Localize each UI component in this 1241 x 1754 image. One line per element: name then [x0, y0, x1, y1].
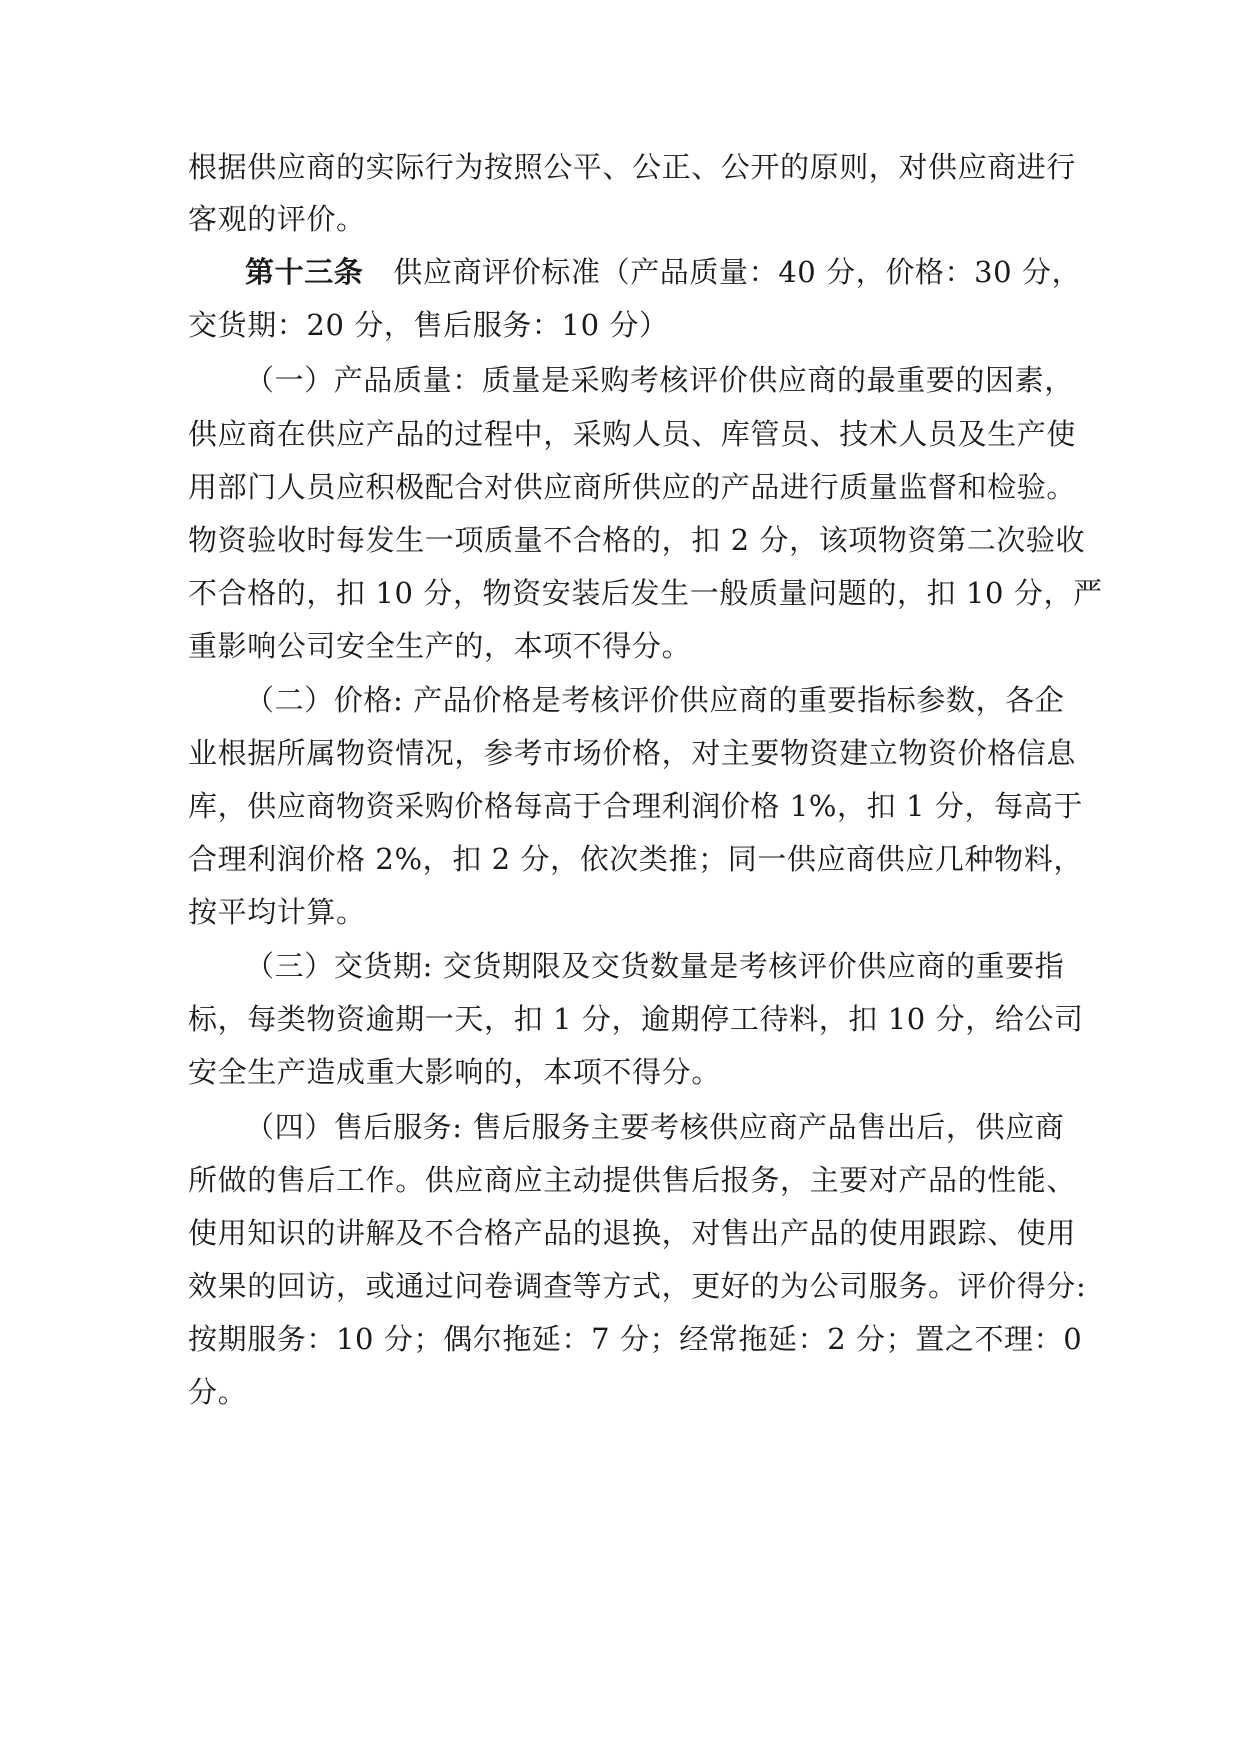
service-line-3: 使用知识的讲解及不合格产品的退换，对售出产品的使用跟踪、使用	[188, 1216, 1077, 1250]
quality-line-2: 供应商在供应产品的过程中，采购人员、库管员、技术人员及生产使	[188, 417, 1077, 451]
service-line-2: 所做的售后工作。供应商应主动提供售后报务，主要对产品的性能、	[188, 1163, 1077, 1197]
quality-line-4: 物资验收时每发生一项质量不合格的，扣 2 分，该项物资第二次验收	[188, 523, 1086, 557]
price-line-1: （二）价格: 产品价格是考核评价供应商的重要指标参数，各企	[245, 683, 1065, 717]
article-13-text: 供应商评价标准（产品质量：40 分，价格：30 分，	[393, 255, 1082, 289]
delivery-line-1: （三）交货期: 交货期限及交货数量是考核评价供应商的重要指	[245, 949, 1065, 983]
quality-line-1: （一）产品质量：质量是采购考核评价供应商的最重要的因素，	[245, 363, 1074, 397]
delivery-line-2: 标，每类物资逾期一天，扣 1 分，逾期停工待料，扣 10 分，给公司	[188, 1002, 1084, 1036]
article-13-line-2: 交货期：20 分，售后服务：10 分）	[188, 308, 669, 342]
price-line-2: 业根据所属物资情况，参考市场价格，对主要物资建立物资价格信息	[188, 736, 1077, 770]
service-line-4: 效果的回访，或通过问卷调查等方式，更好的为公司服务。评价得分:	[188, 1269, 1087, 1303]
quality-line-5: 不合格的，扣 10 分，物资安装后发生一般质量问题的，扣 10 分，严	[188, 576, 1103, 610]
price-line-3: 库，供应商物资采购价格每高于合理利润价格 1%，扣 1 分，每高于	[188, 789, 1083, 823]
delivery-line-3: 安全生产造成重大影响的，本项不得分。	[188, 1055, 721, 1089]
price-line-4: 合理利润价格 2%，扣 2 分，依次类推；同一供应商供应几种物料，	[188, 842, 1083, 876]
quality-line-6: 重影响公司安全生产的，本项不得分。	[188, 629, 692, 663]
service-line-6: 分。	[188, 1375, 248, 1409]
price-line-5: 按平均计算。	[188, 895, 366, 929]
intro-line-1: 根据供应商的实际行为按照公平、公正、公开的原则，对供应商进行	[188, 150, 1077, 184]
service-line-1: （四）售后服务: 售后服务主要考核供应商产品售出后，供应商	[245, 1110, 1065, 1144]
article-13-line-1	[245, 252, 1081, 292]
service-line-5: 按期服务：10 分；偶尔拖延：7 分；经常拖延：2 分；置之不理：0	[188, 1322, 1083, 1356]
quality-line-3: 用部门人员应积极配合对供应商所供应的产品进行质量监督和检验。	[188, 470, 1077, 504]
article-13-label: 第十三条	[245, 255, 364, 289]
intro-line-2: 客观的评价。	[188, 202, 366, 236]
